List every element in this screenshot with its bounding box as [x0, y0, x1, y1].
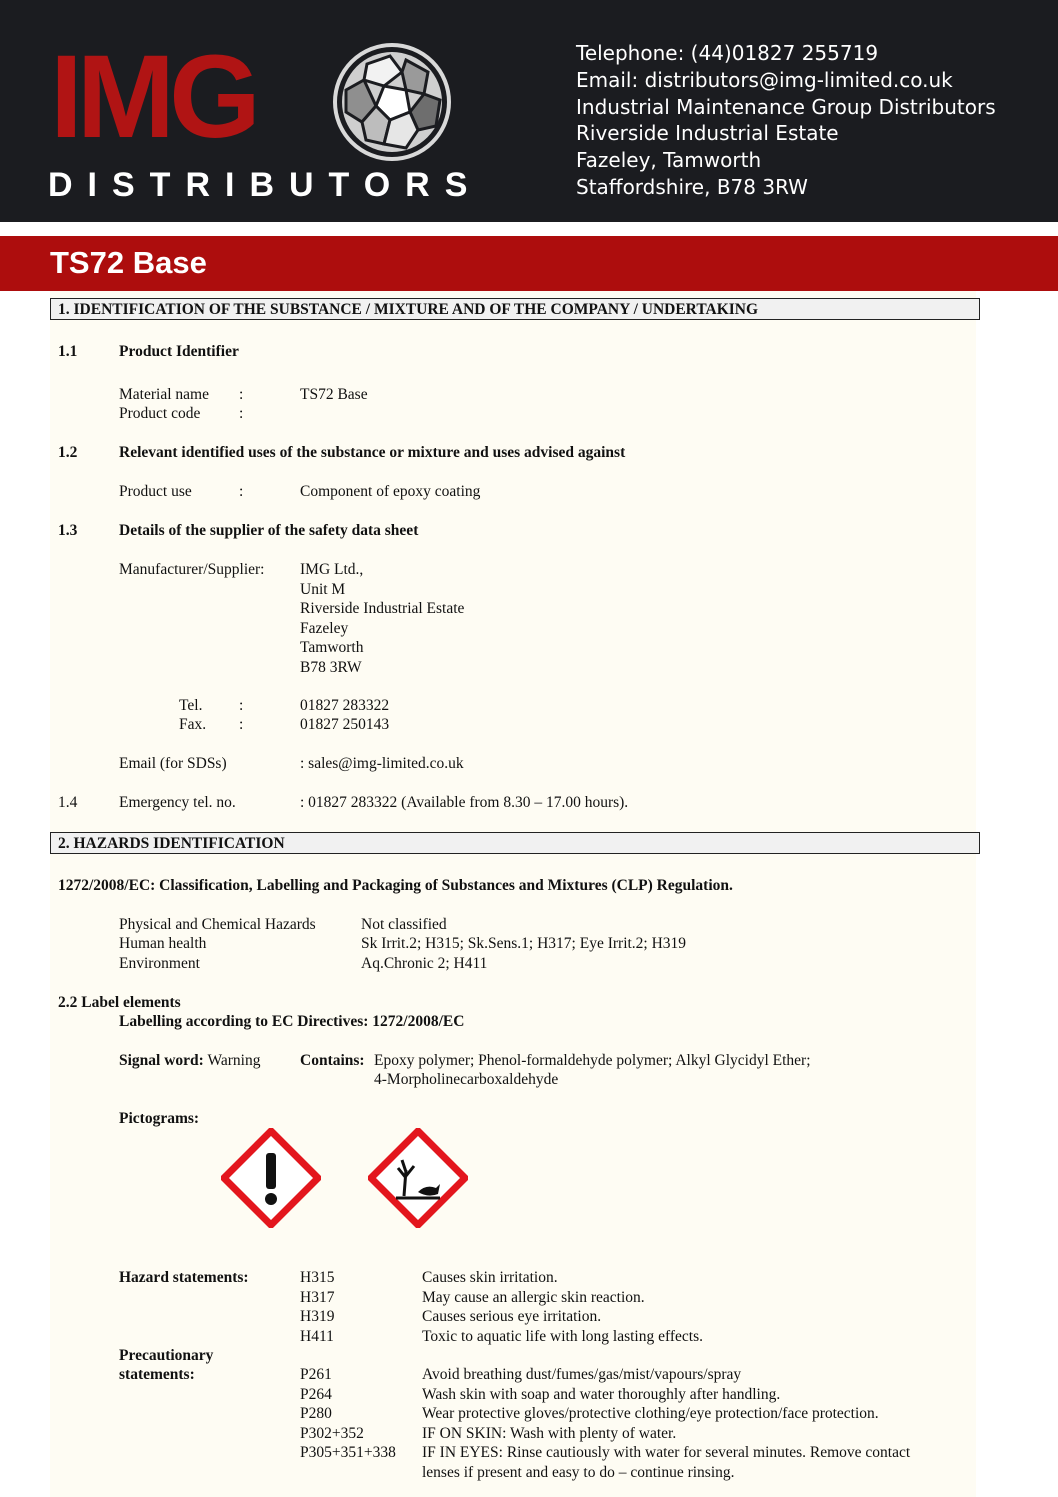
address-line: Fazeley: [300, 619, 349, 637]
address-line: Tamworth: [300, 639, 364, 656]
regulation-heading: 1272/2008/EC: Classification, Labelling and Packaging of Substances and Mixtures (CLP) Regulation.: [58, 877, 733, 894]
precaution-code: P264: [300, 1386, 332, 1403]
pictograms-label: Pictograms:: [119, 1110, 200, 1127]
precaution-text: Wash skin with soap and water thoroughly after handling.: [422, 1386, 781, 1403]
field-value: 01827 283322: [300, 697, 390, 714]
section-number: 1.3: [58, 522, 78, 539]
contains-label: Contains:: [300, 1052, 365, 1069]
hazard-text: Toxic to aquatic life with long lasting effects.: [422, 1328, 703, 1345]
precaution-text: IF IN EYES: Rinse cautiously with water for several minutes. Remove contact: [422, 1444, 911, 1461]
letterhead: [0, 0, 1058, 222]
contact-line: Riverside Industrial Estate: [576, 121, 839, 146]
hazard-code: H315: [300, 1269, 335, 1286]
field-label: Manufacturer/Supplier:: [119, 561, 265, 578]
address-line: IMG Ltd.,: [300, 561, 364, 578]
subsection-title: 2.2 Label elements: [58, 994, 181, 1011]
field-value: Not classified: [361, 916, 447, 933]
section-title: Product Identifier: [119, 343, 239, 360]
field-value: Aq.Chronic 2; H411: [361, 955, 488, 972]
precaution-text: Avoid breathing dust/fumes/gas/mist/vapours/spray: [422, 1366, 742, 1383]
colon: :: [239, 697, 244, 714]
contact-line: Fazeley, Tamworth: [576, 148, 762, 173]
section-title: Details of the supplier of the safety data sheet: [119, 522, 419, 539]
field-label: Environment: [119, 955, 200, 972]
hazard-text: May cause an allergic skin reaction.: [422, 1289, 645, 1306]
logo-subtitle: DISTRIBUTORS: [48, 166, 483, 204]
field-value: 01827 250143: [300, 716, 390, 733]
contact-line: Telephone: (44)01827 255719: [576, 41, 879, 65]
contact-block: [576, 40, 996, 201]
logo-text: IMG: [50, 31, 255, 163]
precaution-text: Wear protective gloves/protective clothing/eye protection/face protection.: [422, 1405, 879, 1422]
field-label: Product code: [119, 405, 201, 422]
hazard-code: H317: [300, 1289, 335, 1306]
contact-line: Industrial Maintenance Group Distributors: [576, 94, 996, 119]
contact-line: Staffordshire, B78 3RW: [576, 174, 808, 199]
address-line: Unit M: [300, 580, 346, 598]
hazard-statements-label: Hazard statements:: [119, 1269, 249, 1286]
precaution-text: lenses if present and easy to do – continue rinsing.: [422, 1464, 735, 1481]
precautionary-label: Precautionary: [119, 1347, 214, 1364]
contact-line: Email: distributors@img-limited.co.uk: [576, 67, 953, 92]
subsection-title: Labelling according to EC Directives: 1272/2008/EC: [119, 1013, 465, 1030]
colon: :: [239, 386, 244, 403]
field-value: : 01827 283322 (Available from 8.30 – 17.00 hours).: [300, 794, 629, 811]
signal-word: [119, 1051, 260, 1071]
section-number: 1.1: [58, 343, 78, 360]
section-1-heading: 1. IDENTIFICATION OF THE SUBSTANCE / MIXTURE AND OF THE COMPANY / UNDERTAKING: [50, 298, 980, 320]
signal-value: Warning: [207, 1052, 261, 1069]
field-label: Material name: [119, 386, 209, 403]
field-label: Fax.: [179, 716, 207, 733]
hazard-text: Causes skin irritation.: [422, 1269, 558, 1286]
hazard-code: H411: [300, 1328, 334, 1345]
contains-value: 4-Morpholinecarboxaldehyde: [374, 1071, 559, 1088]
section-title: Relevant identified uses of the substance or mixture and uses advised against: [119, 444, 626, 461]
precaution-code: P261: [300, 1366, 332, 1383]
field-label: Human health: [119, 935, 207, 952]
header-divider: [0, 222, 1058, 236]
field-value: Component of epoxy coating: [300, 483, 481, 500]
signal-label: Signal word:: [119, 1052, 204, 1069]
supplier-address: [300, 560, 464, 677]
environment-hazard-icon: [368, 1128, 468, 1228]
precaution-code: P305+351+338: [300, 1444, 396, 1461]
field-value: : sales@img-limited.co.uk: [300, 755, 464, 772]
exclamation-mark-icon: [221, 1128, 321, 1228]
field-label: Tel.: [179, 697, 203, 714]
colon: :: [239, 716, 244, 733]
field-label: Email (for SDSs): [119, 755, 227, 772]
hazard-code: H319: [300, 1308, 335, 1325]
precaution-text: IF ON SKIN: Wash with plenty of water.: [422, 1425, 677, 1442]
document-title: TS72 Base: [50, 245, 207, 280]
field-label: Product use: [119, 483, 192, 500]
contains-value: Epoxy polymer; Phenol-formaldehyde polymer; Alkyl Glycidyl Ether;: [374, 1052, 811, 1069]
section-2-heading: 2. HAZARDS IDENTIFICATION: [50, 832, 980, 854]
address-line: Riverside Industrial Estate: [300, 600, 465, 617]
hazard-text: Causes serious eye irritation.: [422, 1308, 602, 1325]
colon: :: [239, 405, 244, 422]
colon: :: [239, 483, 244, 500]
section-number: 1.4: [58, 794, 78, 811]
title-bar: [0, 236, 1058, 291]
field-label: Emergency tel. no.: [119, 794, 236, 811]
field-label: Physical and Chemical Hazards: [119, 916, 316, 933]
precaution-code: P280: [300, 1405, 332, 1422]
logo-ball-icon: [332, 42, 452, 162]
section-number: 1.2: [58, 444, 78, 461]
field-value: TS72 Base: [300, 386, 368, 403]
address-line: B78 3RW: [300, 658, 362, 676]
precautionary-label: statements:: [119, 1366, 195, 1383]
precaution-code: P302+352: [300, 1425, 364, 1442]
field-value: Sk Irrit.2; H315; Sk.Sens.1; H317; Eye Irrit.2; H319: [361, 935, 687, 952]
